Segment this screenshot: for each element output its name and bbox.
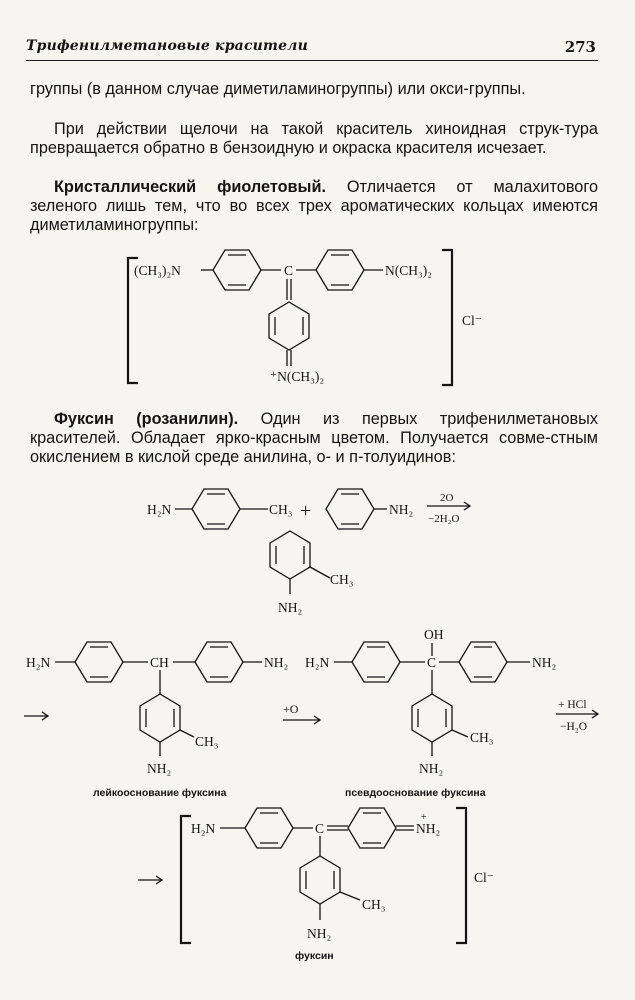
fuchsin-plus: + xyxy=(421,812,427,823)
leuco-right-amine: NH₂ xyxy=(264,655,289,670)
pseudo-left-amine: H₂N xyxy=(305,655,330,670)
running-title: Трифенилметановые красители xyxy=(26,38,309,54)
oxidation-arrow xyxy=(283,702,320,724)
r1-reactant3-amine: NH₂ xyxy=(278,600,303,615)
acid-arrow xyxy=(556,699,598,733)
r1-reactant1-methyl: CH₃ xyxy=(269,502,293,517)
acid-arrow-bottom: −H₂O xyxy=(560,721,588,733)
oxidation-label: +O xyxy=(283,702,299,716)
pseudo-methyl: CH₃ xyxy=(470,730,494,745)
cv-left-group: (CH₃)₂N xyxy=(134,263,181,278)
fuchsin-methyl: CH₃ xyxy=(362,897,386,912)
paragraph-4-text: Один из первых трифенилметановых красителей. Обладает ярко-красным цветом. Получается совме-стным окислением в кислой среде анилина, о- и п-толуидинов: xyxy=(30,410,598,466)
r1-arrow-top: 2O xyxy=(440,492,454,504)
cv-central-carbon: C xyxy=(284,263,294,278)
r1-arrow-bottom: −2H₂O xyxy=(428,513,460,525)
paragraph-1-text: группы (в данном случае диметиламиногруппы) или окси-группы. xyxy=(30,80,526,98)
cv-right-group: N(CH₃)₂ xyxy=(385,263,432,278)
r1-reactant1-amine: H₂N xyxy=(147,502,172,517)
fuchsin-anion: Cl⁻ xyxy=(474,870,494,885)
pseudo-center: C xyxy=(427,655,437,670)
pseudo-caption: псевдооснование фуксина xyxy=(345,787,486,799)
r1-reactant2-amine: NH₂ xyxy=(389,502,414,517)
page-number: 273 xyxy=(564,38,596,56)
fuchsin-center: C xyxy=(315,821,325,836)
leuco-center: CH xyxy=(150,655,169,670)
pseudo-base-structure xyxy=(305,627,556,799)
leuco-left-amine: H₂N xyxy=(26,655,51,670)
cv-anion: Cl⁻ xyxy=(462,313,482,328)
fuchsin-caption: фуксин xyxy=(295,950,334,962)
fuchsin-heading: Фуксин (розанилин). xyxy=(54,410,239,428)
fuchsin-structure xyxy=(138,808,494,962)
crystal-violet-heading: Кристаллический фиолетовый. xyxy=(54,178,326,196)
fuchsin-right-amine: NH₂ xyxy=(416,821,441,836)
leuco-caption: лейкооснование фуксина xyxy=(93,787,227,799)
paragraph-2-text: При действии щелочи на такой краситель хиноидная струк-тура превращается обратно в бензоидную и окраска красителя исчезает. xyxy=(30,120,598,157)
pseudo-amine: NH₂ xyxy=(419,761,444,776)
fuchsin-left-amine: H₂N xyxy=(191,821,216,836)
pseudo-right-amine: NH₂ xyxy=(532,655,557,670)
acid-arrow-top: + HCl xyxy=(558,699,587,711)
leuco-methyl: CH₃ xyxy=(195,734,219,749)
leuco-amine: NH₂ xyxy=(147,761,172,776)
r1-reactant3-methyl: CH₃ xyxy=(330,572,354,587)
reaction-1 xyxy=(147,489,470,615)
pseudo-oh: OH xyxy=(424,627,444,642)
r1-plus: + xyxy=(300,500,312,522)
crystal-violet-structure xyxy=(128,250,482,385)
fuchsin-amine: NH₂ xyxy=(307,926,332,941)
paragraph-3-text: Отличается от малахитового зеленого лишь тем, что во всех трех ароматических кольцах имеются диметиламиногруппы: xyxy=(30,178,599,234)
cv-bottom-group: ⁺N(CH₃)₂ xyxy=(270,369,325,384)
leuco-base-structure xyxy=(26,642,288,799)
